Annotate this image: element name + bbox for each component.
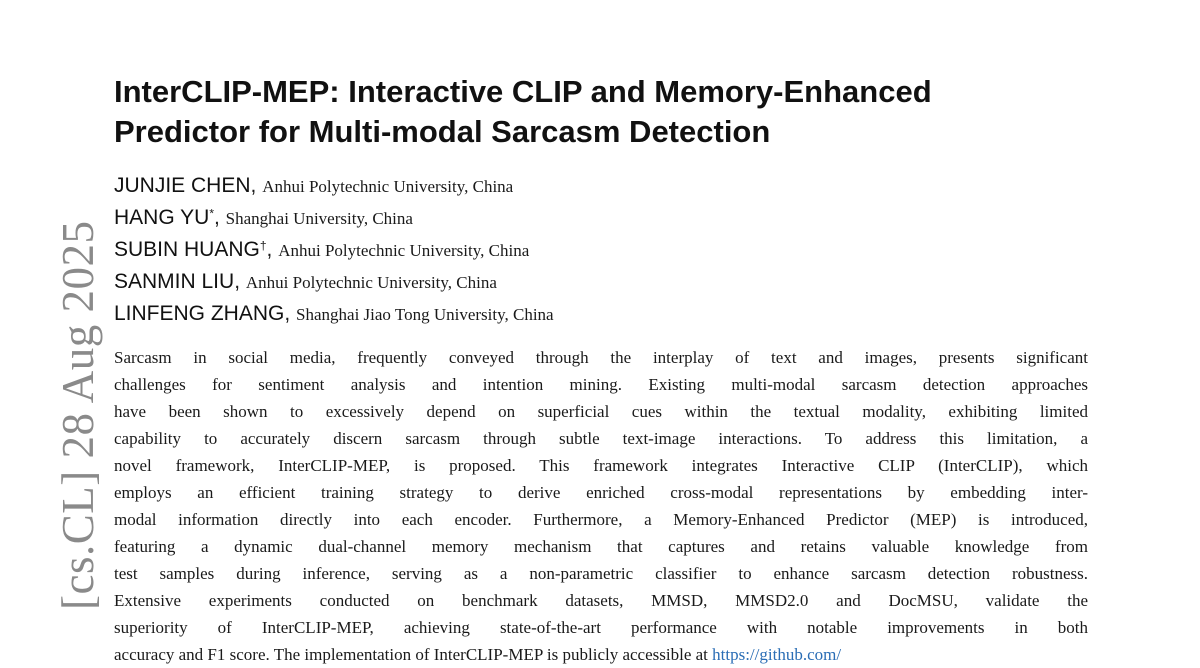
paper-title — [114, 72, 1074, 152]
abstract-line: modal information directly into each encoder. Furthermore, a Memory-Enhanced Predictor (MEP) is introduced, — [114, 510, 1088, 529]
abstract-line: Sarcasm in social media, frequently conveyed through the interplay of text and images, presents significant — [114, 348, 1088, 367]
author-footnote-mark: * — [209, 206, 214, 221]
abstract-line: employs an efficient training strategy to derive enriched cross-modal representations by embedding inter- — [114, 483, 1088, 502]
abstract-line: superiority of InterCLIP-MEP, achieving state-of-the-art performance with notable improvements in both — [114, 618, 1088, 637]
author-separator: , — [266, 238, 279, 261]
abstract-line: capability to accurately discern sarcasm through subtle text-image interactions. To address this limitation, a — [114, 429, 1088, 448]
author-list — [114, 172, 1014, 332]
author-affiliation: Shanghai Jiao Tong University, China — [296, 305, 554, 324]
abstract-line: novel framework, InterCLIP-MEP, is proposed. This framework integrates Interactive CLIP (InterCLIP), which — [114, 456, 1088, 475]
arxiv-side-stamp — [24, 0, 103, 648]
abstract-partial-line — [114, 641, 1088, 668]
title-line-2: Predictor for Multi-modal Sarcasm Detection — [114, 114, 771, 149]
author-entry — [114, 300, 1014, 332]
abstract-line: have been shown to excessively depend on superficial cues within the textual modality, exhibiting limited — [114, 402, 1088, 421]
abstract — [114, 344, 1088, 664]
author-entry — [114, 204, 1014, 236]
author-separator: , — [234, 270, 246, 293]
author-entry — [114, 236, 1014, 268]
abstract-line: featuring a dynamic dual-channel memory mechanism that captures and retains valuable knowledge from — [114, 537, 1088, 556]
author-name: LINFENG ZHANG — [114, 302, 285, 325]
author-name: JUNJIE CHEN — [114, 174, 251, 197]
author-name: SUBIN HUANG — [114, 238, 260, 261]
abstract-partial-text: accuracy and F1 score. The implementation of InterCLIP-MEP is publicly accessible at — [114, 645, 713, 664]
author-name: SANMIN LIU — [114, 270, 235, 293]
author-entry — [114, 268, 1014, 300]
author-separator: , — [284, 302, 297, 325]
abstract-line: challenges for sentiment analysis and intention mining. Existing multi-modal sarcasm detection approaches — [114, 375, 1088, 394]
author-separator: , — [213, 206, 226, 229]
author-name: HANG YU — [114, 206, 210, 229]
author-affiliation: Anhui Polytechnic University, China — [278, 241, 530, 260]
title-line-1: InterCLIP-MEP: Interactive CLIP and Memory-Enhanced — [114, 74, 932, 109]
arxiv-stamp-text: [cs.CL] 28 Aug 2025 — [53, 220, 103, 610]
author-affiliation: Anhui Polytechnic University, China — [262, 177, 514, 196]
author-separator: , — [250, 174, 263, 197]
author-affiliation: Anhui Polytechnic University, China — [245, 273, 497, 292]
abstract-line: test samples during inference, serving as a non-parametric classifier to enhance sarcasm detection robustness. — [114, 564, 1088, 583]
repository-link[interactable]: https://github.com/ — [712, 645, 842, 664]
author-affiliation: Shanghai University, China — [225, 209, 413, 228]
author-entry — [114, 172, 1014, 204]
abstract-line: Extensive experiments conducted on benchmark datasets, MMSD, MMSD2.0 and DocMSU, validate the — [114, 591, 1088, 610]
author-footnote-mark: † — [259, 238, 267, 253]
